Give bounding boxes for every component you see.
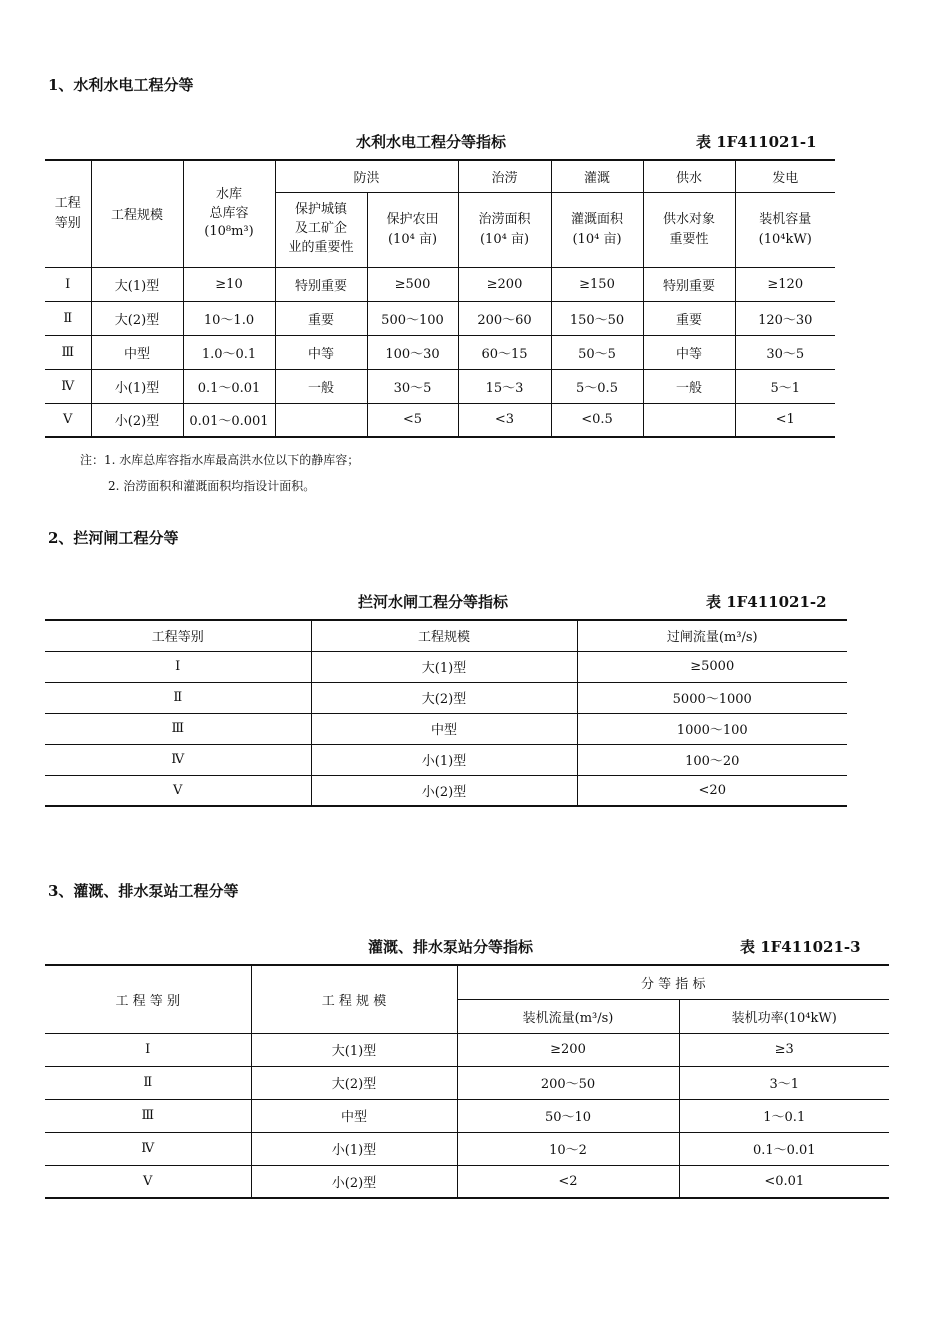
table-cell: Ⅰ <box>45 267 91 301</box>
table-cell: 中型 <box>251 1099 457 1132</box>
table-row <box>45 267 835 301</box>
table-cell: Ⅳ <box>45 744 311 775</box>
sluice-grading-table <box>45 619 847 807</box>
table-cell: 50～5 <box>551 335 643 369</box>
table-cell: 500～100 <box>367 301 458 335</box>
table-cell: 小(2)型 <box>91 403 183 437</box>
table-cell: 10～2 <box>457 1132 679 1165</box>
table-cell: 15～3 <box>458 369 551 403</box>
header-supply-importance: 供水对象 重要性 <box>643 192 735 267</box>
table-header-row <box>45 620 847 651</box>
table-cell: ≥200 <box>458 267 551 301</box>
header-cell: 过闸流量(m³/s) <box>577 620 847 651</box>
table-cell: Ⅰ <box>45 1033 251 1066</box>
table-cell: ≥5000 <box>577 651 847 682</box>
table-cell: <5 <box>367 403 458 437</box>
header-power: 发电 <box>735 160 835 192</box>
table-caption-1: 水利水电工程分等指标 <box>356 133 507 151</box>
hydro-grading-table <box>45 159 835 438</box>
table-cell <box>275 403 367 437</box>
table-cell: 60～15 <box>458 335 551 369</box>
header-grade: 工 程 等 别 <box>45 965 251 1033</box>
table-header-row <box>45 160 835 192</box>
table-row <box>45 651 847 682</box>
table-cell: 5～1 <box>735 369 835 403</box>
table-row <box>45 775 847 806</box>
header-waterlogging: 治涝 <box>458 160 551 192</box>
table-note-1: 注：1. 水库总库容指水库最高洪水位以下的静库容； <box>80 453 360 467</box>
section-heading-3: 3、灌溉、排水泵站工程分等 <box>48 882 239 900</box>
table-cell: <3 <box>458 403 551 437</box>
table-cell: ≥120 <box>735 267 835 301</box>
table-row <box>45 335 835 369</box>
header-indicator: 分 等 指 标 <box>457 965 889 999</box>
table-cell: 150～50 <box>551 301 643 335</box>
table-cell: 0.1～0.01 <box>183 369 275 403</box>
table-row <box>45 1132 889 1165</box>
table-row <box>45 682 847 713</box>
table-cell: Ⅲ <box>45 335 91 369</box>
header-scale: 工程规模 <box>91 160 183 267</box>
table-cell: Ⅰ <box>45 651 311 682</box>
header-flood: 防洪 <box>275 160 458 192</box>
header-irrigation: 灌溉 <box>551 160 643 192</box>
table-cell: 200～50 <box>457 1066 679 1099</box>
table-cell: 中型 <box>311 713 577 744</box>
table-cell: 中型 <box>91 335 183 369</box>
header-capacity: 水库 总库容 (10⁸m³) <box>183 160 275 267</box>
table-cell: 30～5 <box>367 369 458 403</box>
table-cell: 小(1)型 <box>251 1132 457 1165</box>
table-row <box>45 744 847 775</box>
table-number-1: 表 1F411021-1 <box>696 133 817 151</box>
table-cell: 100～20 <box>577 744 847 775</box>
table-cell: Ⅴ <box>45 1165 251 1198</box>
table-cell: Ⅲ <box>45 713 311 744</box>
header-flow: 装机流量(m³/s) <box>457 999 679 1033</box>
table-cell: ≥200 <box>457 1033 679 1066</box>
table-cell: 大(2)型 <box>91 301 183 335</box>
table-cell: 200～60 <box>458 301 551 335</box>
table-cell: 0.1～0.01 <box>679 1132 889 1165</box>
table-cell: 小(2)型 <box>251 1165 457 1198</box>
table-note-2: 2. 治涝面积和灌溉面积均指设计面积。 <box>108 479 316 493</box>
table-cell: <0.01 <box>679 1165 889 1198</box>
table-cell: 120～30 <box>735 301 835 335</box>
header-power: 装机功率(10⁴kW) <box>679 999 889 1033</box>
table-cell: Ⅴ <box>45 775 311 806</box>
table-cell: 5～0.5 <box>551 369 643 403</box>
table-cell: 大(2)型 <box>251 1066 457 1099</box>
table-cell: <20 <box>577 775 847 806</box>
header-grade: 工程 等别 <box>45 160 91 267</box>
header-irrig-area: 灌溉面积 (10⁴ 亩) <box>551 192 643 267</box>
table-row <box>45 1066 889 1099</box>
table-cell: ≥3 <box>679 1033 889 1066</box>
table-cell: 中等 <box>275 335 367 369</box>
table-cell: 小(1)型 <box>311 744 577 775</box>
table-cell: Ⅴ <box>45 403 91 437</box>
table-row <box>45 369 835 403</box>
table-cell: 小(2)型 <box>311 775 577 806</box>
table-cell: ≥150 <box>551 267 643 301</box>
table-cell: 50～10 <box>457 1099 679 1132</box>
pump-station-grading-table <box>45 964 889 1199</box>
table-cell: 一般 <box>643 369 735 403</box>
table-number-3: 表 1F411021-3 <box>740 938 861 956</box>
table-caption-3: 灌溉、排水泵站分等指标 <box>368 938 534 956</box>
table-cell: 大(2)型 <box>311 682 577 713</box>
table-cell: Ⅱ <box>45 1066 251 1099</box>
header-cell: 工程等别 <box>45 620 311 651</box>
header-installed: 装机容量 (10⁴kW) <box>735 192 835 267</box>
table-cell: <0.5 <box>551 403 643 437</box>
table-number-2: 表 1F411021-2 <box>706 593 827 611</box>
table-cell: 5000～1000 <box>577 682 847 713</box>
header-cell: 工程规模 <box>311 620 577 651</box>
table-caption-2: 拦河水闸工程分等指标 <box>358 593 509 611</box>
table-cell: <1 <box>735 403 835 437</box>
table-cell: 中等 <box>643 335 735 369</box>
table-cell: 1.0～0.1 <box>183 335 275 369</box>
table-cell: 1000～100 <box>577 713 847 744</box>
table-row <box>45 1099 889 1132</box>
table-header-row <box>45 965 889 999</box>
table-row <box>45 301 835 335</box>
table-row <box>45 1033 889 1066</box>
table-cell: 0.01～0.001 <box>183 403 275 437</box>
table-cell: 小(1)型 <box>91 369 183 403</box>
table-cell: 1～0.1 <box>679 1099 889 1132</box>
table-cell: 重要 <box>643 301 735 335</box>
table-cell <box>643 403 735 437</box>
table-cell: 一般 <box>275 369 367 403</box>
header-waterlog-area: 治涝面积 (10⁴ 亩) <box>458 192 551 267</box>
table-cell: 大(1)型 <box>91 267 183 301</box>
table-cell: Ⅳ <box>45 369 91 403</box>
table-cell: Ⅱ <box>45 301 91 335</box>
header-scale: 工 程 规 模 <box>251 965 457 1033</box>
header-supply: 供水 <box>643 160 735 192</box>
table-cell: 特别重要 <box>275 267 367 301</box>
table-cell: Ⅳ <box>45 1132 251 1165</box>
table-cell: 100～30 <box>367 335 458 369</box>
table-cell: 重要 <box>275 301 367 335</box>
header-protect-farm: 保护农田 (10⁴ 亩) <box>367 192 458 267</box>
header-protect-city: 保护城镇 及工矿企 业的重要性 <box>275 192 367 267</box>
table-cell: ≥500 <box>367 267 458 301</box>
table-cell: 大(1)型 <box>251 1033 457 1066</box>
table-cell: Ⅲ <box>45 1099 251 1132</box>
table-cell: 3～1 <box>679 1066 889 1099</box>
section-heading-2: 2、拦河闸工程分等 <box>48 529 179 547</box>
table-row <box>45 403 835 437</box>
table-cell: 特别重要 <box>643 267 735 301</box>
table-cell: Ⅱ <box>45 682 311 713</box>
table-cell: <2 <box>457 1165 679 1198</box>
table-row <box>45 1165 889 1198</box>
table-row <box>45 713 847 744</box>
table-cell: ≥10 <box>183 267 275 301</box>
section-heading-1: 1、水利水电工程分等 <box>48 76 194 94</box>
table-cell: 30～5 <box>735 335 835 369</box>
table-cell: 大(1)型 <box>311 651 577 682</box>
table-cell: 10～1.0 <box>183 301 275 335</box>
